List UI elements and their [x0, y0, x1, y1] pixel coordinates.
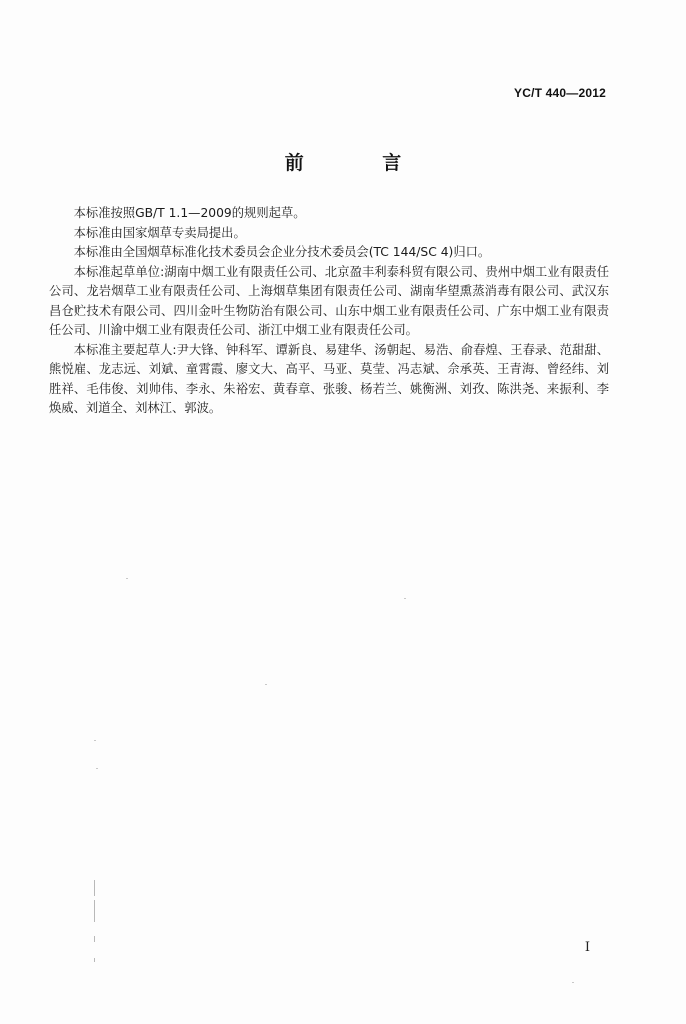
scan-speck — [126, 578, 128, 579]
scan-speck — [572, 982, 574, 983]
page-number: I — [584, 940, 590, 955]
paragraph-committee: 本标准由全国烟草标准化技术委员会企业分技术委员会(TC 144/SC 4)归口。 — [73, 245, 491, 259]
paragraph-proposer: 本标准由国家烟草专卖局提出。 — [73, 225, 246, 240]
page-title: 前 言 — [284, 152, 438, 174]
scan-speck — [94, 740, 96, 741]
scan-speck — [96, 768, 98, 769]
scan-speck — [404, 598, 406, 599]
paragraph-drafting-units: 本标准起草单位:湖南中烟工业有限责任公司、北京盈丰利泰科贸有限公司、贵州中烟工业有限责任公司、龙岩烟草工业有限责任公司、上海烟草集团有限责任公司、湖南华望熏蒸消毒有限公司、武汉东昌仓贮技术有限公司、四川金叶生物防治有限公司、山东中烟工业有限责任公司、广东中烟工业有限责任公司、川渝中烟工业有限责任公司、浙江中烟工业有限责任公司。 — [49, 264, 609, 337]
scan-artifact — [94, 936, 95, 942]
scan-artifact — [94, 958, 95, 962]
foreword-body — [49, 204, 609, 419]
paragraph-drafters: 本标准主要起草人:尹大锋、钟科军、谭新良、易建华、汤朝起、易浩、俞春煌、王春录、范甜甜、熊悦雇、龙志远、刘斌、童霄霞、廖文大、高平、马亚、莫莹、冯志斌、佘承英、王青海、曾经纬、刘胜祥、毛伟俊、刘帅伟、李永、朱裕宏、黄春章、张骏、杨若兰、姚衡洲、刘孜、陈洪尧、来振利、李焕威、刘道全、刘林江、郭波。 — [49, 342, 609, 415]
scan-artifact — [94, 900, 95, 922]
paragraph-drafting-rules: 本标准按照GB/T 1.1—2009的规则起草。 — [73, 206, 306, 220]
scan-speck — [265, 684, 267, 685]
scan-artifact — [94, 880, 95, 896]
standard-code: YC/T 440—2012 — [514, 86, 606, 100]
